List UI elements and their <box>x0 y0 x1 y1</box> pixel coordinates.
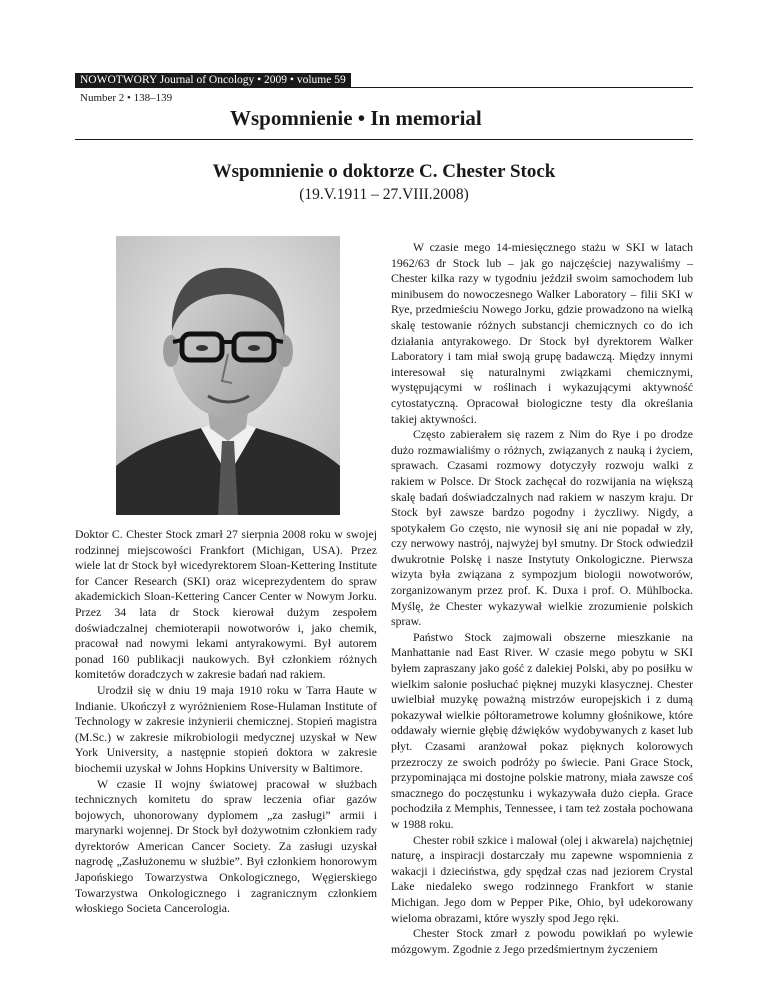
paragraph: Państwo Stock zajmowali obszerne mieszkanie na Manhattanie nad East River. W czasie mego pobytu w SKI byłem zapraszany jako gość z dalekiej Polski, aby po posiłku w wielkim salonie posłuchać pięknej muzyki klasycznej. Chester uwielbiał muzykę poważną mistrzów europejskich i z dumą pokazywał wielkie półtorametrowe kolumny głośnikowe, które oddawały wiernie głębię dźwięków wydobywanych z kaset lub płyt. Czasami aranżował pokaz pięknych kolorowych przezroczy ze swoich podróży po świecie. Pani Grace Stock, przypominająca mi dostojne polskie matrony, miała zawsze coś smacznego do poczęstunku i wykazywała dużo ciepła. Grace pochodziła z Memphis, Tennessee, i tam też została pochowana w 1988 roku. <box>391 629 693 831</box>
article-title: Wspomnienie o doktorze C. Chester Stock <box>212 161 556 182</box>
paragraph: Chester Stock zmarł z powodu powikłań po wylewie mózgowym. Zgodnie z Jego przedśmiertnym życzeniem <box>391 926 693 956</box>
paragraph: Chester robił szkice i malował (olej i akwarela) najchętniej naturę, a inspiracji dostarczały mu zapewne wspomnienia z wakacji i dzieciństwa, gdy spędzał czas nad jeziorem Crystal Lake niedaleko swego rodzinnego Frankfort w stanie Michigan. Jego dom w Pepper Pike, Ohio, był udekorowany wieloma obrazami, które wyszły spod Jego ręki. <box>391 832 693 925</box>
header-rule-bottom <box>75 139 693 140</box>
article-dates: (19.V.1911 – 27.VIII.2008) <box>299 186 469 203</box>
portrait-photo <box>116 236 340 515</box>
paragraph: Doktor C. Chester Stock zmarł 27 sierpnia 2008 roku w swojej rodzinnej miejscowości Frankfort (Michigan, USA). Przez wiele lat dr Stock był wicedyrektorem Sloan-Kettering Institute for Cancer Research (SKI) oraz wiceprezydentem do spraw akademickich Sloan-Kettering Cancer Center w Nowym Jorku. Przez 34 lata dr Stock kierował dużym zespołem doświadczalnej chemioterapii nowotworów i, jako chemik, pracował nad nowymi lekami antyrakowymi. Był autorem ponad 160 publikacji naukowych. Był członkiem różnych komitetów doradczych w zakresie badań nad rakiem. <box>75 527 377 682</box>
paragraph: Często zabierałem się razem z Nim do Rye i po drodze dużo rozmawialiśmy o różnych, związanych z nauką i życiem, sprawach. Czasami rozmowy dotyczyły rozwoju walki z rakiem w Polsce. Dr Stock zachęcał do rozwijania na większą skalę badań doświadczalnych nad rakiem w naszym kraju. Dr Stock był zawsze bardzo pogodny i życzliwy. Nigdy, a spotykałem Go często, nie wynosił się ani nie popadał w zły, czy nerwowy nastrój, najwyżej był smutny. Dr Stock odwiedził dwukrotnie Polskę i nasze Instytuty Onkologiczne. Pierwsza wizyta była związana z sympozjum biologii nowotworów, zorganizowanym przez prof. K. Duxa i prof. O. Mühlbocka. Myślę, że Chester wykazywał wielkie zrozumienie polskich spraw. <box>391 427 693 629</box>
section-title: Wspomnienie • In memorial <box>230 106 482 130</box>
paragraph: W czasie II wojny światowej pracował w służbach technicznych komitetu do spraw leczenia ofiar gazów bojowych, uhonorowany dyplomem „za zasługi” armii i marynarki wojennej. Dr Stock był dożywotnim członkiem rady dyrektorów American Cancer Society. Za zasługi uzyskał nagrodę „Zasłużonemu w służbie”. Był członkiem honorowym Japońskiego Towarzystwa Onkologicznego, Węgierskiego Towarzystwa Onkologicznego i zagranicznym członkiem włoskiego Societa Cancerologia. <box>75 776 377 916</box>
journal-header: NOWOTWORY Journal of Oncology • 2009 • volume 59 <box>75 73 351 87</box>
paragraph: Urodził się w dniu 19 maja 1910 roku w Tarra Haute w Indianie. Ukończył z wyróżnieniem Rose-Hulaman Institute of Technology w zakresie inżynierii chemicznej. Stopień magistra (M.Sc.) w zakresie mikrobiologii medycznej uzyskał w New York University, a następnie stopień doktora w zakresie biochemii uzyskał w Johns Hopkins University w Baltimore. <box>75 682 377 775</box>
right-column <box>391 240 693 957</box>
paragraph: W czasie mego 14-miesięcznego stażu w SKI w latach 1962/63 dr Stock lub – jak go najczęściej nazywaliśmy – Chester kilka razy w tygodniu jeździł swoim samochodem lub minibusem do nowoczesnego Walker Laboratory – filii SKI w Rye, przedmieściu Nowego Jorku, gdzie prowadzono na wielką skalę testowanie różnych substancji chemicznych co do ich działania antyrakowego. Dr Stock był dyrektorem Walker Laboratory i tam miał swoją grupę badawczą. Między innymi interesował się naturalnymi związkami chemicznymi, występującymi w roślinach i wykazującymi aktywność cytostatyczną. Opracował biologiczne testy dla określania takiej aktywności. <box>391 240 693 426</box>
issue-info: Number 2 • 138–139 <box>80 92 173 104</box>
header-rule-top <box>75 87 693 88</box>
left-column <box>75 527 377 917</box>
